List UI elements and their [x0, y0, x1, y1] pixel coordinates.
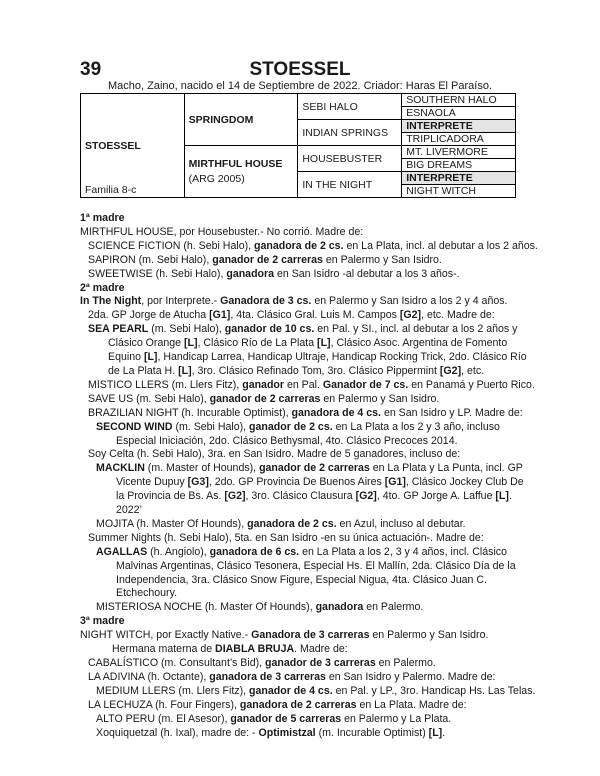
produce-line: SAVE US (m. Sebi Halo), ganador de 2 carreras en Palermo y San Isidro. [88, 392, 440, 405]
third-dam-intro-2: Hermana materna de DIABLA BRUJA. Madre de: [112, 643, 348, 656]
pedigree-table [80, 93, 516, 198]
second-dam-intro-2: 2da. GP Jorge de Atucha [G1], 4ta. Clásico Gral. Luis M. Campos [G2], etc. Madre de: [88, 309, 495, 322]
pedigree-dam: MIRTHFUL HOUSE [188, 158, 283, 170]
lot-number: 39 [80, 59, 102, 80]
pedigree-g3-4: TRIPLICADORA [402, 133, 516, 146]
produce-line: LA ADIVINA (h. Octante), ganadora de 3 carreras en San Isidro y Palermo. Madre de: [88, 670, 496, 683]
horse-description: Macho, Zaino, nacido el 14 de Septiembre de 2022. Criador: Haras El Paraíso. [108, 80, 492, 92]
third-dam-intro: NIGHT WITCH, por Exactly Native.- Ganadora de 3 carreras en Palermo y San Isidro. [80, 629, 489, 642]
first-dam-intro: MIRTHFUL HOUSE, por Housebuster.- No corrió. Madre de: [80, 225, 364, 238]
produce-line: MISTICO LLERS (m. Llers Fitz), ganador en Pal. Ganador de 7 cs. en Panamá y Puerto Rico. [88, 378, 535, 391]
pedigree-dam-sire: HOUSEBUSTER [298, 146, 402, 172]
pedigree-sire-sire: SEBI HALO [298, 94, 402, 120]
pedigree-g3-3: INTERPRETE [402, 120, 516, 133]
section-third-dam: 3ª madre [80, 615, 125, 628]
second-dam-intro: In The Night, por Interprete.- Ganadora de 3 cs. en Palermo y San Isidro a los 2 y 4 años. [80, 295, 508, 308]
pedigree-sire: SPRINGDOM [184, 94, 298, 146]
produce-line: SWEETWISE (h. Sebi Halo), ganadora en San Isidro -al debutar a los 3 años-. [88, 267, 460, 280]
produce-line: SEA PEARL (m. Sebi Halo), ganador de 10 cs. en Pal. y SI., incl. al debutar a los 2 años y Clásico Orange [L], Clásico Río de La Plata [L], Clásico Asoc. Argentina de Fomento Equino [L], Handicap Larrea, Handicap Ultraje, Handicap Rocking Trick, 2do. Clásico Río de La Plata H. [L], 3ro. Clásico Refinado Tom, 3ro. Clásico Pippermint [G2], etc. [88, 323, 527, 377]
produce-line: BRAZILIAN NIGHT (h. Incurable Optimist), ganadora de 4 cs. en San Isidro y LP. Madre de: [88, 406, 523, 419]
produce-record [80, 212, 538, 740]
section-second-dam: 2ª madre [80, 281, 125, 294]
catalog-header [80, 59, 520, 81]
pedigree-g3-7: INTERPRETE [402, 172, 516, 185]
pedigree-horse-name: STOESSEL [85, 139, 141, 152]
pedigree-g3-1: SOUTHERN HALO [402, 94, 516, 107]
pedigree-dam-dam: IN THE NIGHT [298, 172, 402, 198]
produce-line: Xoquiquetzal (h. Ixal), madre de: - Optimistzal (m. Incurable Optimist) [L]. [96, 726, 446, 739]
pedigree-horse-cell [81, 94, 185, 198]
pedigree-dam-year: (ARG 2005) [188, 173, 245, 185]
produce-line: MEDIUM LLERS (m. Llers Fitz), ganador de 4 cs. en Pal. y LP., 3ro. Handicap Hs. Las Telas. [96, 684, 536, 697]
family-label: Familia 8-c [85, 184, 137, 196]
produce-line: AGALLAS (h. Angiolo), ganadora de 6 cs. en La Plata a los 2, 3 y 4 años, incl. Clásico Malvinas Argentinas, Clásico Tesonera, Especial Hs. El Mallín, 2da. Clásico Día de la Independencia, 3ra. Clásico Snow Figure, Especial Nigua, 4ta. Clásico Juan C. Etchechoury. [96, 545, 516, 600]
produce-line: ALTO PERU (m. El Asesor), ganador de 5 carreras en Palermo y La Plata. [96, 712, 452, 725]
produce-line: MOJITA (h. Master Of Hounds), ganadora de 2 cs. en Azul, incluso al debutar. [96, 517, 466, 530]
section-first-dam: 1ª madre [80, 212, 125, 224]
produce-line: SCIENCE FICTION (h. Sebi Halo), ganadora de 2 cs. en La Plata, incl. al debutar a los 2 años. [88, 239, 538, 252]
pedigree-g3-6: BIG DREAMS [402, 159, 516, 172]
produce-line: MACKLIN (m. Master of Hounds), ganador de 2 carreras en La Plata y La Punta, incl. GP Vicente Dupuy [G3], 2do. GP Provincia De Buenos Aires [G1], Clásico Jockey Club De la Provincia de Bs. As. [G2], 3ro. Clásico Clausura [G2], 4to. GP Jorge A. Laffue [L]. 2022’ [96, 462, 524, 517]
produce-line: Summer Nights (h. Sebi Halo), 5ta. en San Isidro -en su única actuación-. Madre de: [88, 531, 484, 544]
pedigree-sire-dam: INDIAN SPRINGS [298, 120, 402, 146]
produce-line: LA LECHUZA (h. Four Fingers), ganadora de 2 carreras en La Plata. Madre de: [88, 698, 467, 711]
produce-line: Soy Celta (h. Sebi Halo), 3ra. en San Isidro. Madre de 5 ganadores, incluso de: [88, 448, 461, 461]
pedigree-g3-2: ESNAOLA [402, 107, 516, 120]
produce-line: MISTERIOSA NOCHE (h. Master Of Hounds), ganadora en Palermo. [96, 601, 424, 614]
produce-line: SAPIRON (m. Sebi Halo), ganador de 2 carreras en Palermo y San Isidro. [88, 253, 442, 266]
pedigree-dam-cell [184, 146, 298, 198]
produce-line: SECOND WIND (m. Sebi Halo), ganador de 2 cs. en La Plata a los 2 y 3 año, incluso Especial Iniciación, 2do. Clásico Bethysmal, 4to. Clásico Precoces 2014. [96, 420, 500, 447]
pedigree-g3-8: NIGHT WITCH [402, 185, 516, 198]
pedigree-g3-5: MT. LIVERMORE [402, 146, 516, 159]
produce-line: CABALÍSTICO (m. Consultant’s Bid), ganador de 3 carreras en Palermo. [88, 657, 436, 669]
horse-name-title: STOESSEL [249, 59, 351, 80]
